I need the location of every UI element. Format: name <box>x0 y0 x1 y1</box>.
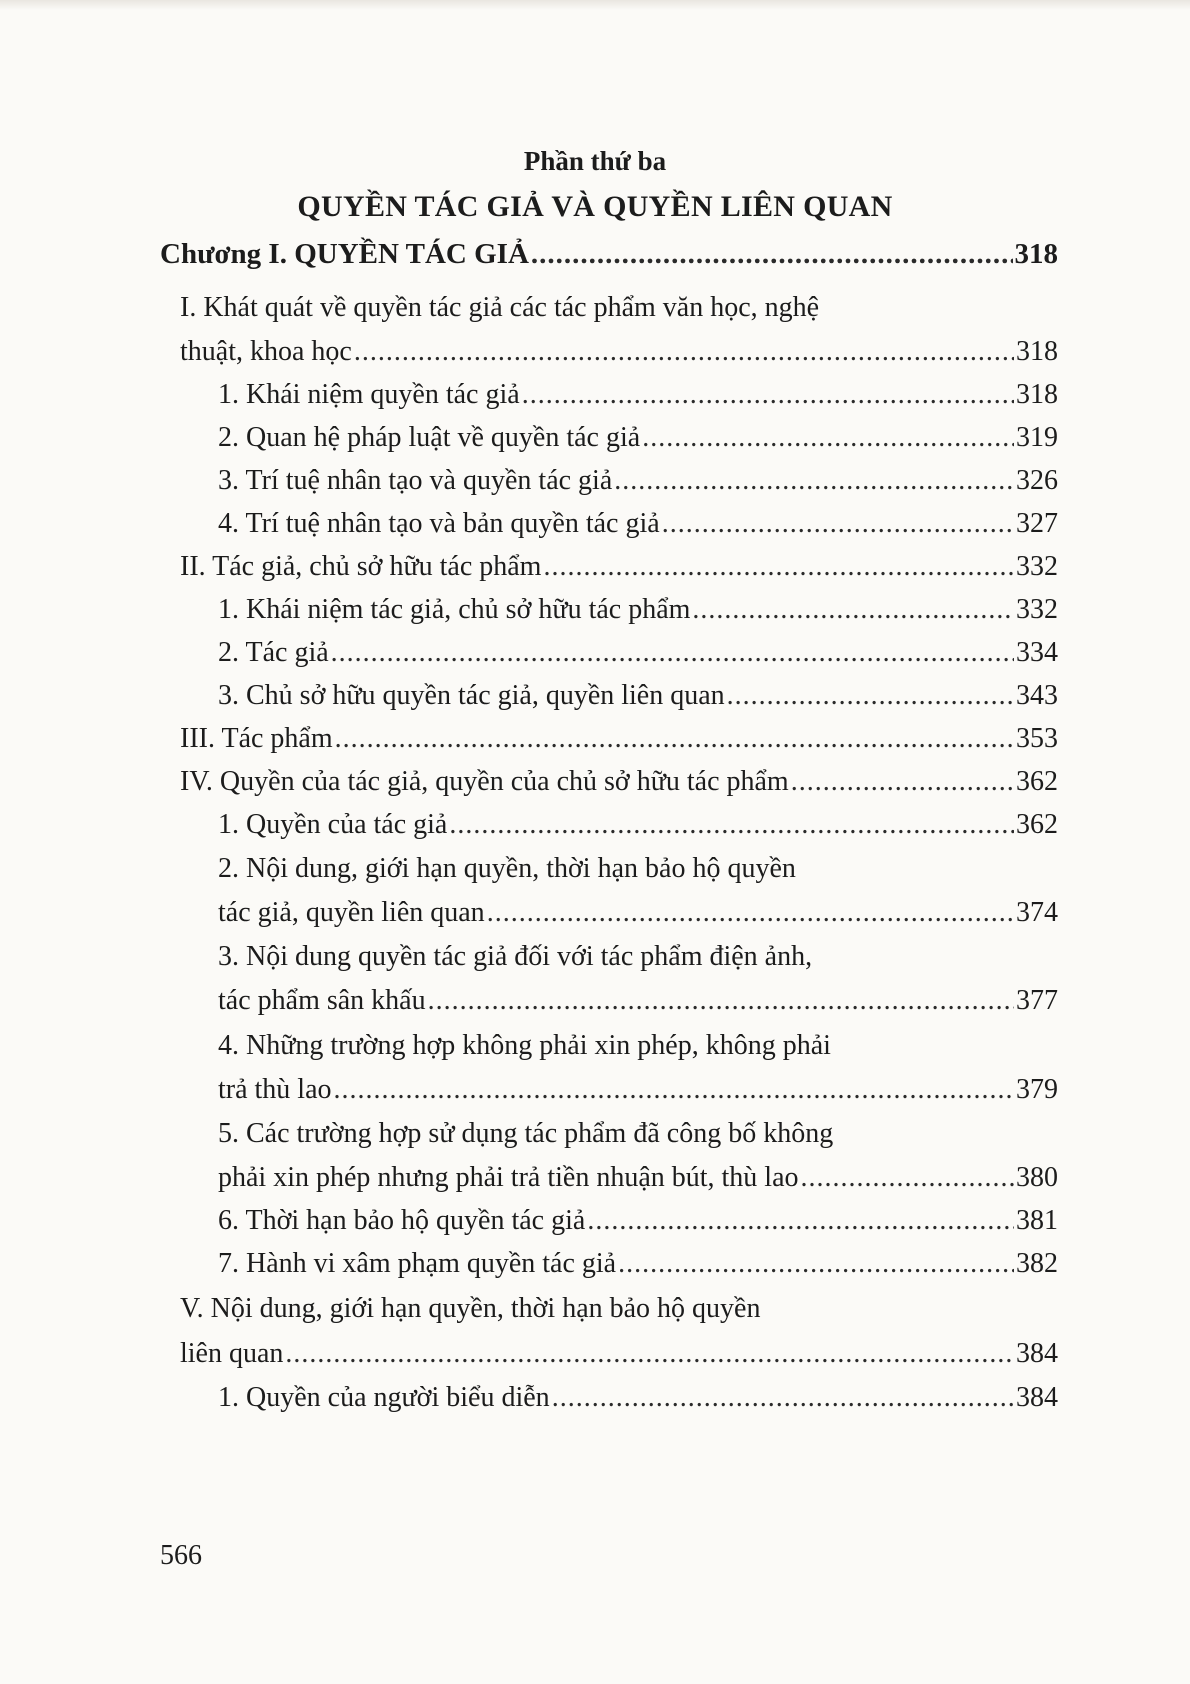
toc-page-number: 379 <box>1016 1074 1058 1105</box>
toc-entry-text: tác phẩm sân khấu <box>218 985 426 1016</box>
toc-entry-2-3 <box>218 680 1058 712</box>
toc-entry-text: 2. Tác giả <box>218 637 329 668</box>
dot-leader <box>285 1338 1014 1370</box>
dot-leader <box>614 465 1014 497</box>
toc-entry-4-6 <box>218 1205 1058 1237</box>
dot-leader <box>428 985 1014 1017</box>
toc-entry-1-2 <box>218 422 1058 454</box>
toc-entry-text: 1. Khái niệm tác giả, chủ sở hữu tác phẩm <box>218 594 691 625</box>
toc-entry-4-3 <box>218 985 1058 1017</box>
toc-page-number: 334 <box>1016 637 1058 668</box>
toc-entry-4-2-line1: 2. Nội dung, giới hạn quyền, thời hạn bảo hộ quyền <box>218 853 796 884</box>
toc-entry-text: trả thù lao <box>218 1074 332 1105</box>
toc-entry-4 <box>180 766 1058 798</box>
toc-page-number: 377 <box>1016 985 1058 1016</box>
toc-page-number: 332 <box>1016 551 1058 582</box>
dot-leader <box>334 1074 1014 1106</box>
toc-entry-2-2 <box>218 637 1058 669</box>
part-title: QUYỀN TÁC GIẢ VÀ QUYỀN LIÊN QUAN <box>297 190 893 223</box>
toc-entry-text: 1. Quyền của người biểu diễn <box>218 1382 550 1413</box>
toc-entry-text: phải xin phép nhưng phải trả tiền nhuận bút, thù lao <box>218 1162 799 1193</box>
toc-entry-1-4 <box>218 508 1058 540</box>
toc-page-number: 318 <box>1014 238 1058 270</box>
toc-entry-5 <box>180 1338 1058 1370</box>
toc-page-number: 326 <box>1016 465 1058 496</box>
toc-page-number: 381 <box>1016 1205 1058 1236</box>
toc-entry-text: tác giả, quyền liên quan <box>218 897 485 928</box>
toc-page-number: 380 <box>1016 1162 1058 1193</box>
toc-entry-5-line1: V. Nội dung, giới hạn quyền, thời hạn bảo hộ quyền <box>180 1293 761 1324</box>
dot-leader <box>801 1162 1014 1194</box>
toc-entry-2 <box>180 551 1058 583</box>
toc-page-number: 382 <box>1016 1248 1058 1279</box>
toc-page-number: 332 <box>1016 594 1058 625</box>
toc-entry-text: thuật, khoa học <box>180 336 352 367</box>
dot-leader <box>531 238 1013 271</box>
toc-page-number: 384 <box>1016 1338 1058 1369</box>
dot-leader <box>552 1382 1014 1414</box>
toc-entry-4-3-line1: 3. Nội dung quyền tác giả đối với tác phẩm điện ảnh, <box>218 941 813 972</box>
page-edge <box>0 0 1190 10</box>
dot-leader <box>331 637 1014 669</box>
toc-entry-text: 2. Quan hệ pháp luật về quyền tác giả <box>218 422 641 453</box>
toc-entry-1-1 <box>218 379 1058 411</box>
toc-entry-4-4 <box>218 1074 1058 1106</box>
toc-page-number: 374 <box>1016 897 1058 928</box>
part-label: Phần thứ ba <box>523 146 667 176</box>
dot-leader <box>335 723 1014 755</box>
toc-entry-5-1 <box>218 1382 1058 1414</box>
dot-leader <box>543 551 1014 583</box>
dot-leader <box>449 809 1014 841</box>
toc-entry-4-2 <box>218 897 1058 929</box>
toc-entry-text: 1. Khái niệm quyền tác giả <box>218 379 520 410</box>
dot-leader <box>692 594 1014 626</box>
toc-entry-4-7 <box>218 1248 1058 1280</box>
toc-entry-text: 4. Trí tuệ nhân tạo và bản quyền tác giả <box>218 508 660 539</box>
toc-entry-4-4-line1: 4. Những trường hợp không phải xin phép, không phải <box>218 1030 831 1061</box>
toc-entry-text: 3. Chủ sở hữu quyền tác giả, quyền liên quan <box>218 680 725 711</box>
toc-entry-text: liên quan <box>180 1338 284 1369</box>
toc-entry-text: 7. Hành vi xâm phạm quyền tác giả <box>218 1248 617 1279</box>
toc-entry-text: 6. Thời hạn bảo hộ quyền tác giả <box>218 1205 586 1236</box>
toc-chapter-1 <box>160 238 1058 271</box>
toc-entry-4-5 <box>218 1162 1058 1194</box>
toc-entry-4-1 <box>218 809 1058 841</box>
dot-leader <box>791 766 1014 798</box>
toc-entry-4-5-line1: 5. Các trường hợp sử dụng tác phẩm đã công bố không <box>218 1118 834 1149</box>
toc-page-number: 343 <box>1016 680 1058 711</box>
dot-leader <box>487 897 1014 929</box>
toc-page-number: 327 <box>1016 508 1058 539</box>
toc-page-number: 362 <box>1016 766 1058 797</box>
toc-entry-text: 1. Quyền của tác giả <box>218 809 448 840</box>
dot-leader <box>662 508 1014 540</box>
toc-entry-3 <box>180 723 1058 755</box>
dot-leader <box>587 1205 1014 1237</box>
toc-page-number: 318 <box>1016 379 1058 410</box>
toc-page-number: 318 <box>1016 336 1058 367</box>
toc-entry-1-line1: I. Khát quát về quyền tác giả các tác phẩm văn học, nghệ <box>180 292 820 323</box>
dot-leader <box>618 1248 1014 1280</box>
toc-page-number: 384 <box>1016 1382 1058 1413</box>
toc-page-number: 353 <box>1016 723 1058 754</box>
toc-entry-text: II. Tác giả, chủ sở hữu tác phẩm <box>180 551 542 582</box>
dot-leader <box>727 680 1014 712</box>
toc-page-number: 319 <box>1016 422 1058 453</box>
toc-entry-text: III. Tác phẩm <box>180 723 333 754</box>
dot-leader <box>522 379 1014 411</box>
toc-entry-1-3 <box>218 465 1058 497</box>
toc-entry-text: IV. Quyền của tác giả, quyền của chủ sở hữu tác phẩm <box>180 766 789 797</box>
toc-page-number: 362 <box>1016 809 1058 840</box>
dot-leader <box>642 422 1014 454</box>
toc-entry-1 <box>180 336 1058 368</box>
page-number: 566 <box>160 1540 202 1571</box>
dot-leader <box>354 336 1014 368</box>
toc-entry-text: Chương I. QUYỀN TÁC GIẢ <box>160 238 529 270</box>
toc-entry-2-1 <box>218 594 1058 626</box>
toc-entry-text: 3. Trí tuệ nhân tạo và quyền tác giả <box>218 465 613 496</box>
